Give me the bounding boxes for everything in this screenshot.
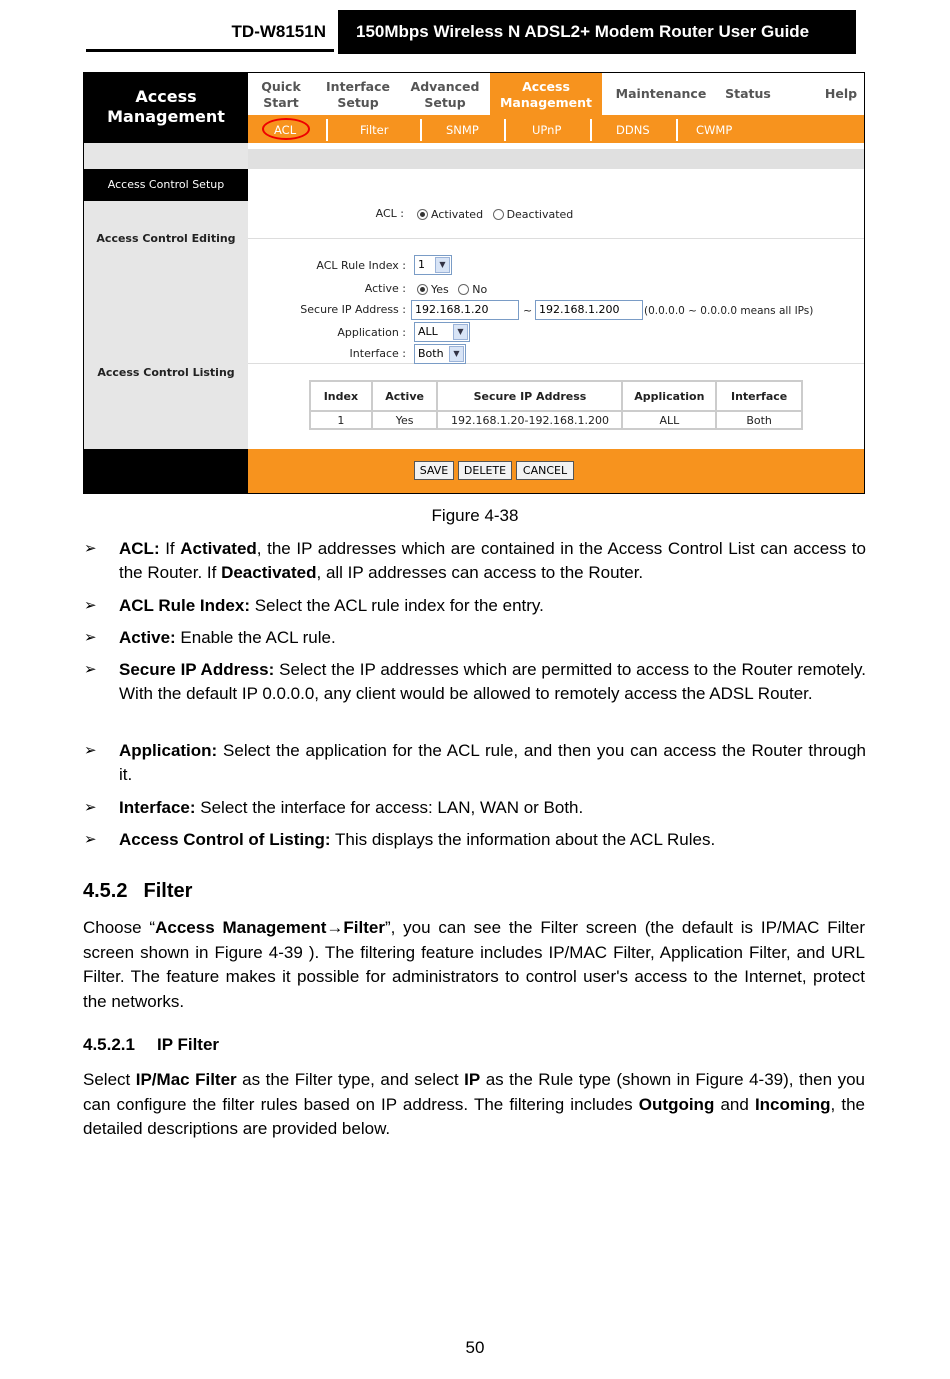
acl-listing-table [309,380,803,430]
divider [420,119,422,141]
interface-value: Both [418,347,444,360]
col-index: Index [310,381,372,411]
term: Secure IP Address: [119,660,275,679]
subnav-upnp[interactable]: UPnP [532,123,562,137]
text: , the detailed descriptions are provided below. [83,1094,865,1138]
section-heading-4521 [83,1035,241,1055]
text: , the IP addresses which are contained in the Access Control List can access to the Router. If [119,539,866,582]
paragraph-filter [83,916,865,1014]
nav-interface-setup[interactable]: Interface Setup [326,79,390,110]
cancel-button[interactable]: CANCEL [516,461,574,480]
secure-ip-start-input[interactable]: 192.168.1.20 [411,300,519,320]
sub-nav [248,115,864,143]
subnav-filter[interactable]: Filter [360,123,389,137]
nav-access-management[interactable]: Access Management [490,73,602,115]
subnav-snmp[interactable]: SNMP [446,123,479,137]
nav-status[interactable]: Status [725,86,771,101]
section-number: 4.5.2.1 [83,1035,135,1054]
chevron-down-icon: ▼ [449,346,464,362]
text: This displays the information about the ACL Rules. [330,830,716,849]
acl-activated-label: Activated [431,208,484,221]
arrow-bullet-icon: ➢ [84,629,97,646]
cell-active: Yes [372,411,438,429]
term: Access Control of Listing: [119,830,331,849]
text: and [714,1094,755,1114]
col-secure-ip: Secure IP Address [437,381,622,411]
term: Interface: [119,798,196,817]
text: Select the application for the ACL rule, and then you can access the Router through it. [119,741,866,784]
section-heading-452 [83,880,208,903]
text: , all IP addresses can access to the Router. [316,563,644,582]
section-access-control-setup: Access Control Setup [84,169,248,201]
header-title: 150Mbps Wireless N ADSL2+ Modem Router User Guide [338,10,856,54]
bullet-text [119,626,866,650]
text: Select the interface for access: LAN, WAN or Both. [195,798,584,817]
term: Incoming [754,1094,831,1114]
text: Select the IP addresses which are permitted to access to the Router remotely. With the default IP 0.0.0.0, any client would be allowed to remotely access the ADSL Router. [119,660,867,703]
brand-title: Access Management [84,73,248,143]
text: as the Rule type (shown in Figure 4-39), then you can configure the filter rules based on IP address. The filtering includes [83,1070,865,1114]
arrow-bullet-icon: ➢ [84,597,97,614]
section-number: 4.5.2 [83,880,128,902]
text: Enable the ACL rule. [175,628,336,647]
application-label: Application : [337,326,406,339]
chevron-down-icon: ▼ [435,257,450,273]
term: Deactivated [221,563,317,582]
secure-ip-separator: ~ [523,304,533,317]
col-interface: Interface [716,381,802,411]
text: Choose “ [83,918,156,937]
nav-help[interactable]: Help [824,86,858,101]
active-no-radio[interactable] [458,284,469,295]
cell-index: 1 [310,411,372,429]
secure-ip-hint: (0.0.0.0 ~ 0.0.0.0 means all IPs) [644,305,814,317]
bullet-text [119,739,866,787]
delete-button[interactable]: DELETE [458,461,512,480]
term: ACL: [119,539,160,558]
term: Outgoing [638,1094,715,1114]
subnav-ddns[interactable]: DDNS [616,123,650,137]
bullet-text [119,828,866,852]
divider [326,119,328,141]
header-model: TD-W8151N [86,12,334,52]
top-nav [248,73,864,115]
bullet-text [119,594,866,618]
cell-secure-ip: 192.168.1.20-192.168.1.200 [437,411,622,429]
bullet-acl [84,537,866,585]
router-ui-figure [83,72,865,494]
chevron-down-icon: ▼ [453,324,468,340]
term: IP [464,1070,481,1089]
bullet-interface [84,796,866,820]
nav-advanced-setup[interactable]: Advanced Setup [410,79,480,110]
active-radio-group [417,283,487,296]
arrow-bullet-icon: ➢ [84,742,97,759]
active-no-label: No [472,283,488,296]
bullet-application [84,739,866,787]
term: Active: [119,628,176,647]
arrow-bullet-icon: ➢ [84,799,97,816]
table-header-row [310,381,802,411]
subnav-acl[interactable]: ACL [274,123,297,137]
rule-index-label: ACL Rule Index : [316,259,406,272]
save-button[interactable]: SAVE [414,461,454,480]
bullet-text [119,658,866,706]
bullet-listing [84,828,866,852]
rule-index-select[interactable] [414,255,452,275]
divider [248,363,864,364]
active-yes-radio[interactable] [417,284,428,295]
bullet-text [119,537,866,585]
text: ”, you can see the Filter screen (the default is IP/MAC Filter screen shown in Figure 4-39 ). The filtering feature includes IP/MAC Filter, Application Filter, and URL Filter. The feature makes it possible for administrators to control user's access to the Internet, protect the networks. [83,918,866,1011]
active-yes-label: Yes [431,283,449,296]
figure-caption: Figure 4-38 [431,506,519,525]
text: as the Filter type, and select [236,1070,465,1089]
section-title: Filter [143,880,193,902]
divider [248,238,864,239]
nav-quick-start[interactable]: Quick Start [261,79,301,110]
footer-left [84,449,248,493]
rule-index-value: 1 [418,258,425,271]
secure-ip-end-input[interactable]: 192.168.1.200 [535,300,643,320]
cell-interface: Both [716,411,802,429]
application-select[interactable] [414,322,470,342]
term: ACL Rule Index: [119,596,250,615]
subnav-cwmp[interactable]: CWMP [696,123,733,137]
divider [590,119,592,141]
acl-label: ACL : [375,207,404,220]
term: Access Management [155,918,327,937]
arrow-bullet-icon: ➢ [84,540,97,557]
term: Application: [119,741,218,760]
bullet-text [119,796,866,820]
gray-strip [248,149,864,169]
page-number: 50 [465,1338,485,1357]
divider [504,119,506,141]
paragraph-ip-filter [83,1068,865,1142]
active-label: Active : [364,282,406,295]
arrow-glyph: → [326,918,344,937]
bullet-secure-ip [84,658,866,706]
nav-maintenance[interactable]: Maintenance [615,86,707,101]
text: Select the ACL rule index for the entry. [249,596,544,615]
acl-activated-radio[interactable] [417,209,428,220]
col-active: Active [372,381,438,411]
table-row [310,411,802,429]
setup-row [248,169,864,201]
term: Activated [180,539,257,558]
term: Filter [343,918,385,937]
cell-application: ALL [622,411,716,429]
secure-ip-label: Secure IP Address : [300,303,406,316]
bullet-active [84,626,866,650]
section-access-control-editing: Access Control Editing [96,232,236,245]
bullet-rule-index [84,594,866,618]
section-title: IP Filter [157,1035,220,1054]
text: If [159,539,181,558]
acl-radio-group [417,208,573,221]
col-application: Application [622,381,716,411]
interface-label: Interface : [349,347,406,360]
divider [676,119,678,141]
interface-select[interactable] [414,344,466,364]
section-access-control-listing: Access Control Listing [97,366,235,379]
arrow-bullet-icon: ➢ [84,831,97,848]
acl-deactivated-label: Deactivated [506,208,574,221]
arrow-bullet-icon: ➢ [84,661,97,678]
text: Select [83,1070,136,1089]
application-value: ALL [418,325,438,338]
acl-deactivated-radio[interactable] [493,209,504,220]
term: IP/Mac Filter [135,1070,237,1089]
